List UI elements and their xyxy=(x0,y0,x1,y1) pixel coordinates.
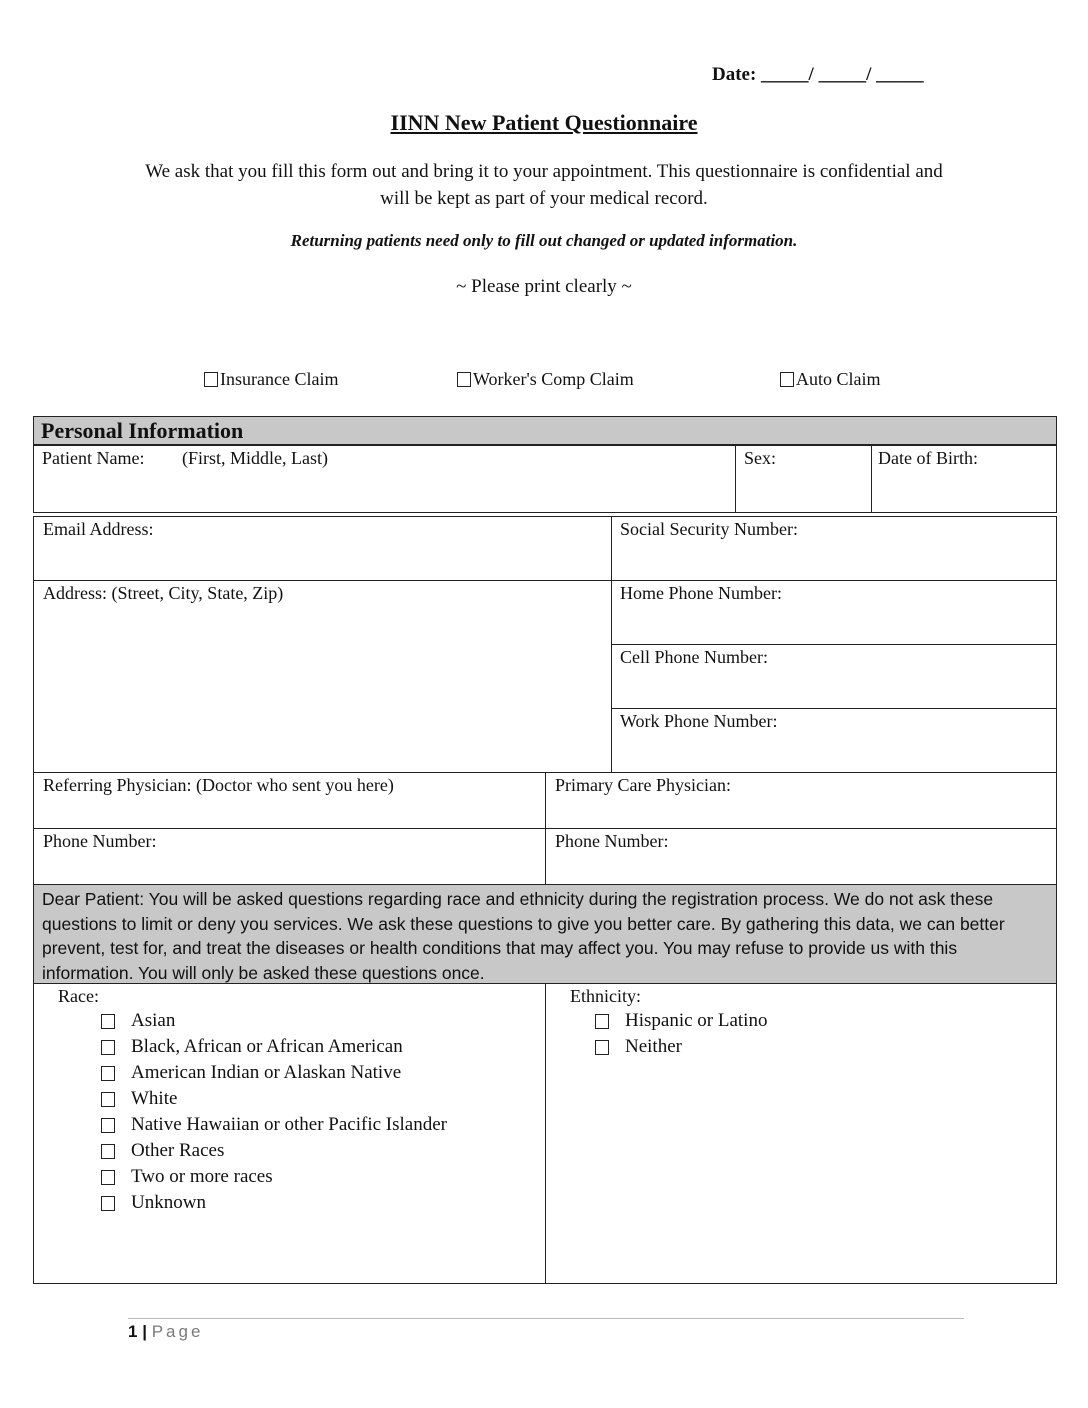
race-option-label: Asian xyxy=(131,1010,176,1031)
checkbox-icon[interactable] xyxy=(595,1014,609,1029)
page-footer xyxy=(128,1322,203,1342)
work-phone-field[interactable] xyxy=(611,708,1057,773)
page-word: Page xyxy=(151,1322,204,1341)
checkbox-icon[interactable] xyxy=(101,1144,115,1159)
sex-field[interactable] xyxy=(735,444,872,513)
checkbox-icon[interactable] xyxy=(101,1066,115,1081)
returning-note: Returning patients need only to fill out changed or updated information. xyxy=(290,231,798,250)
checkbox-icon[interactable] xyxy=(101,1170,115,1185)
race-label: Race: xyxy=(58,986,99,1006)
checkbox-icon[interactable] xyxy=(204,372,218,387)
sex-label: Sex: xyxy=(744,448,777,468)
ethnicity-option-neither[interactable] xyxy=(595,1036,682,1058)
race-option-unknown[interactable] xyxy=(101,1192,206,1214)
claim-insurance-label: Insurance Claim xyxy=(220,369,339,389)
primary-phone-field[interactable] xyxy=(545,828,1057,885)
race-option-american-indian[interactable] xyxy=(101,1062,401,1084)
cell-phone-field[interactable] xyxy=(611,644,1057,709)
race-option-white[interactable] xyxy=(101,1088,177,1110)
primary-physician-field[interactable] xyxy=(545,772,1057,829)
personal-info-header: Personal Information xyxy=(33,416,1057,446)
checkbox-icon[interactable] xyxy=(101,1118,115,1133)
ssn-label: Social Security Number: xyxy=(620,519,798,539)
primary-phone-label: Phone Number: xyxy=(555,831,669,851)
referring-phone-field[interactable] xyxy=(33,828,546,885)
home-phone-label: Home Phone Number: xyxy=(620,583,782,603)
claim-auto-label: Auto Claim xyxy=(796,369,881,389)
ethnicity-option-label: Hispanic or Latino xyxy=(625,1010,768,1031)
claim-workers-comp[interactable] xyxy=(457,369,634,390)
patient-name-field[interactable] xyxy=(33,444,736,513)
intro-text xyxy=(100,158,988,212)
race-option-other[interactable] xyxy=(101,1140,224,1162)
claim-auto[interactable] xyxy=(780,369,881,390)
race-option-label: Two or more races xyxy=(131,1166,273,1187)
ethnicity-option-hispanic[interactable] xyxy=(595,1010,767,1032)
race-option-label: White xyxy=(131,1088,178,1109)
referring-phone-label: Phone Number: xyxy=(43,831,157,851)
intro-line-1: We ask that you fill this form out and bring it to your appointment. This questionnaire is confidential and xyxy=(145,161,943,182)
dob-field[interactable] xyxy=(871,444,1057,513)
page-number: 1 xyxy=(128,1322,138,1341)
patient-name-label: Patient Name: xyxy=(42,448,145,468)
date-field[interactable]: Date: _____/ _____/ _____ xyxy=(712,64,924,85)
race-option-native-hawaiian[interactable] xyxy=(101,1114,447,1136)
race-ethnicity-notice: Dear Patient: You will be asked questions regarding race and ethnicity during the registration process. We do not ask these questions to limit or deny you services. We ask these questions to give you better care. By gathering this data, we can better prevent, test for, and treat the diseases or health conditions that may affect you. You may refuse to provide us with this information. You will only be asked these questions once. xyxy=(33,884,1057,984)
race-option-label: Native Hawaiian or other Pacific Islander xyxy=(131,1114,448,1135)
checkbox-icon[interactable] xyxy=(101,1196,115,1211)
email-field[interactable] xyxy=(33,516,612,581)
email-label: Email Address: xyxy=(43,519,154,539)
checkbox-icon[interactable] xyxy=(780,372,794,387)
page-separator: | xyxy=(142,1322,147,1341)
intro-line-2: will be kept as part of your medical record. xyxy=(380,188,708,209)
claim-workers-comp-label: Worker's Comp Claim xyxy=(473,369,634,389)
ssn-field[interactable] xyxy=(611,516,1057,581)
form-title: IINN New Patient Questionnaire xyxy=(390,110,698,135)
race-option-label: Black, African or African American xyxy=(131,1036,403,1057)
work-phone-label: Work Phone Number: xyxy=(620,711,778,731)
ethnicity-label: Ethnicity: xyxy=(570,986,641,1006)
referring-physician-label: Referring Physician: (Doctor who sent you here) xyxy=(43,775,394,795)
address-field[interactable] xyxy=(33,580,612,773)
patient-name-hint: (First, Middle, Last) xyxy=(182,448,328,468)
referring-physician-field[interactable] xyxy=(33,772,546,829)
race-option-label: American Indian or Alaskan Native xyxy=(131,1062,402,1083)
checkbox-icon[interactable] xyxy=(457,372,471,387)
checkbox-icon[interactable] xyxy=(101,1092,115,1107)
race-option-label: Other Races xyxy=(131,1140,225,1161)
home-phone-field[interactable] xyxy=(611,580,1057,645)
race-option-black[interactable] xyxy=(101,1036,403,1058)
claim-insurance[interactable] xyxy=(204,369,338,390)
footer-rule xyxy=(128,1318,964,1319)
checkbox-icon[interactable] xyxy=(101,1014,115,1029)
checkbox-icon[interactable] xyxy=(101,1040,115,1055)
print-note: ~ Please print clearly ~ xyxy=(456,276,632,297)
dob-label: Date of Birth: xyxy=(878,448,978,468)
race-option-two-or-more[interactable] xyxy=(101,1166,273,1188)
ethnicity-option-label: Neither xyxy=(625,1036,682,1057)
address-label: Address: (Street, City, State, Zip) xyxy=(43,583,284,603)
primary-physician-label: Primary Care Physician: xyxy=(555,775,731,795)
race-option-asian[interactable] xyxy=(101,1010,175,1032)
checkbox-icon[interactable] xyxy=(595,1040,609,1055)
race-option-label: Unknown xyxy=(131,1192,206,1213)
cell-phone-label: Cell Phone Number: xyxy=(620,647,768,667)
